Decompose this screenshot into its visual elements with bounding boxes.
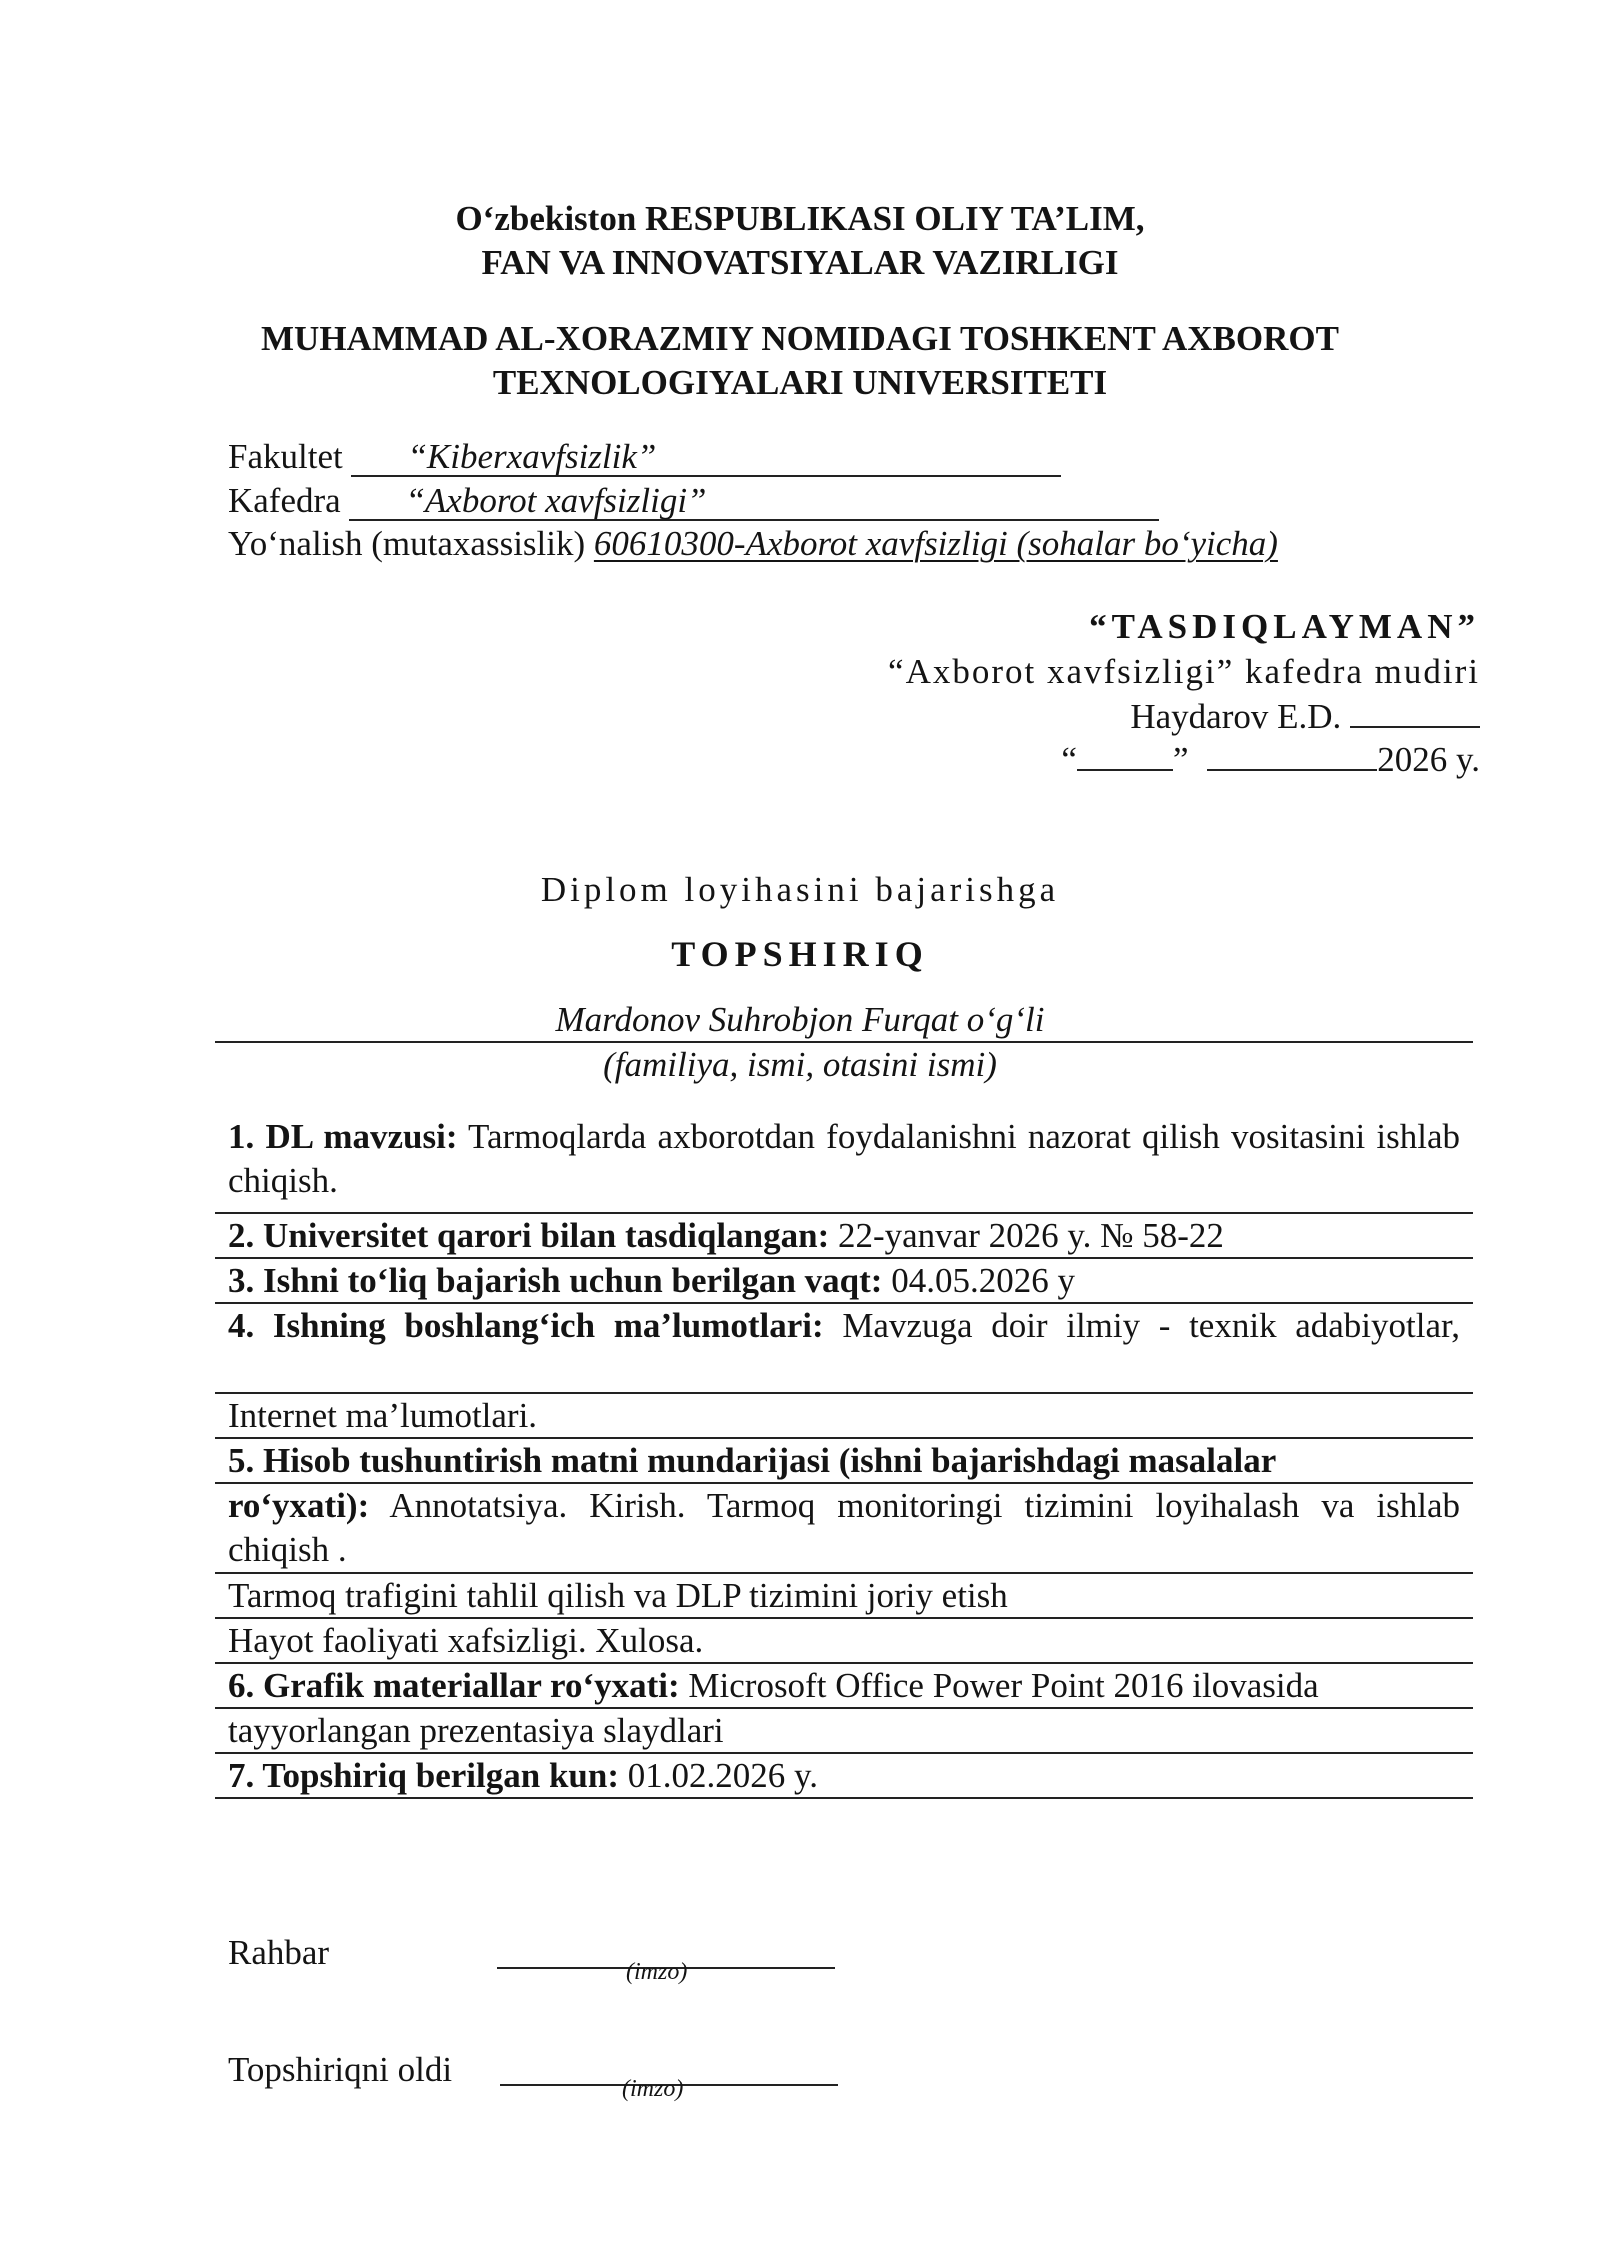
supervisor-label: Rahbar bbox=[228, 1933, 330, 1972]
receiver-signature-caption: (imzo) bbox=[622, 2076, 684, 2102]
faculty-row bbox=[228, 437, 1061, 477]
section-5-line-3: Tarmoq trafigini tahlil qilish va DLP tizimini joriy etish bbox=[228, 1576, 1008, 1615]
section-2-label: 2. Universitet qarori bilan tasdiqlangan: bbox=[228, 1216, 830, 1255]
student-name-line bbox=[215, 1041, 1473, 1043]
section-5-line-4: Hayot faoliyati xafsizligi. Xulosa. bbox=[228, 1621, 704, 1660]
approval-signature-line bbox=[1350, 696, 1480, 728]
department-value: “Axborot xavfsizligi” bbox=[349, 483, 1159, 521]
ministry-line-2: FAN VA INNOVATSIYALAR VAZIRLIGI bbox=[481, 243, 1119, 282]
section-1-label: 1. DL mavzusi: bbox=[228, 1117, 458, 1156]
approval-name-row bbox=[1130, 696, 1480, 737]
student-caption: (familiya, ismi, otasini ismi) bbox=[603, 1045, 997, 1084]
section-3-label: 3. Ishni to‘liq bajarish uchun berilgan vaqt: bbox=[228, 1261, 883, 1300]
faculty-value: “Kiberxavfsizlik” bbox=[351, 439, 1061, 477]
rule-12 bbox=[215, 1797, 1473, 1799]
ministry-line-1: O‘zbekiston RESPUBLIKASI OLIY TA’LIM, bbox=[455, 199, 1145, 238]
section-4-line-2: Internet ma’lumotlari. bbox=[228, 1396, 538, 1435]
approval-title: “TASDIQLAYMAN” bbox=[1089, 607, 1480, 646]
approval-name: Haydarov E.D. bbox=[1130, 697, 1342, 736]
student-name: Mardonov Suhrobjon Furqat o‘g‘li bbox=[555, 1000, 1045, 1039]
section-1-text: Tarmoqlarda axborotdan foydalanishni nazorat qilish vositasini ishlab chiqish. bbox=[228, 1117, 1460, 1200]
university-line-1: MUHAMMAD AL-XORAZMIY NOMIDAGI TOSHKENT AXBOROT bbox=[261, 319, 1339, 358]
section-5-label: 5. Hisob tushuntirish matni mundarijasi (ishni bajarishdagi masalalar bbox=[228, 1441, 1277, 1480]
month-blank bbox=[1207, 739, 1377, 771]
university-line-2: TEXNOLOGIYALARI UNIVERSITETI bbox=[492, 363, 1108, 402]
section-2-text: 22-yanvar 2026 y. № 58-22 bbox=[837, 1216, 1224, 1255]
date-close-quote: ” bbox=[1172, 740, 1189, 779]
section-6-line-2: tayyorlangan prezentasiya slaydlari bbox=[228, 1711, 724, 1750]
section-4-label: 4. Ishning boshlang‘ich ma’lumotlari: bbox=[228, 1306, 824, 1345]
approval-date-row bbox=[1061, 739, 1480, 780]
section-5-label-2: ro‘yxati): bbox=[228, 1486, 370, 1525]
direction-row bbox=[228, 524, 1278, 564]
section-4 bbox=[228, 1304, 1460, 1348]
approval-role: “Axborot xavfsizligi” kafedra mudiri bbox=[888, 652, 1480, 691]
department-label: Kafedra bbox=[228, 481, 341, 520]
direction-label: Yo‘nalish (mutaxassislik) bbox=[228, 524, 586, 563]
section-4-text: Mavzuga doir ilmiy - texnik adabiyotlar, bbox=[842, 1306, 1461, 1345]
approval-year: 2026 y. bbox=[1377, 740, 1480, 779]
assignment-subtitle: Diplom loyihasini bajarishga bbox=[540, 870, 1060, 909]
day-blank bbox=[1077, 739, 1173, 771]
section-3 bbox=[228, 1259, 1460, 1303]
section-2 bbox=[228, 1214, 1460, 1258]
section-3-text: 04.05.2026 y bbox=[891, 1261, 1075, 1300]
section-5-body bbox=[228, 1484, 1460, 1572]
section-6-text: Microsoft Office Power Point 2016 ilovasida bbox=[688, 1666, 1319, 1705]
department-row bbox=[228, 481, 1159, 521]
receiver-label: Topshiriqni oldi bbox=[228, 2050, 453, 2089]
faculty-label: Fakultet bbox=[228, 437, 343, 476]
section-7-label: 7. Topshiriq berilgan kun: bbox=[228, 1756, 619, 1795]
section-5-text: Annotatsiya. Kirish. Tarmoq monitoringi tizimini loyihalash va ishlab chiqish . bbox=[228, 1486, 1460, 1569]
supervisor-signature-caption: (imzo) bbox=[626, 1959, 688, 1985]
assignment-title: TOPSHIRIQ bbox=[671, 934, 929, 974]
section-6-label: 6. Grafik materiallar ro‘yxati: bbox=[228, 1666, 680, 1705]
date-open-quote: “ bbox=[1061, 740, 1077, 779]
direction-value: 60610300-Axborot xavfsizligi (sohalar bo‘yicha) bbox=[593, 524, 1278, 563]
section-1 bbox=[228, 1115, 1460, 1203]
section-6 bbox=[228, 1664, 1460, 1708]
section-7 bbox=[228, 1754, 1460, 1798]
section-7-text: 01.02.2026 y. bbox=[627, 1756, 818, 1795]
